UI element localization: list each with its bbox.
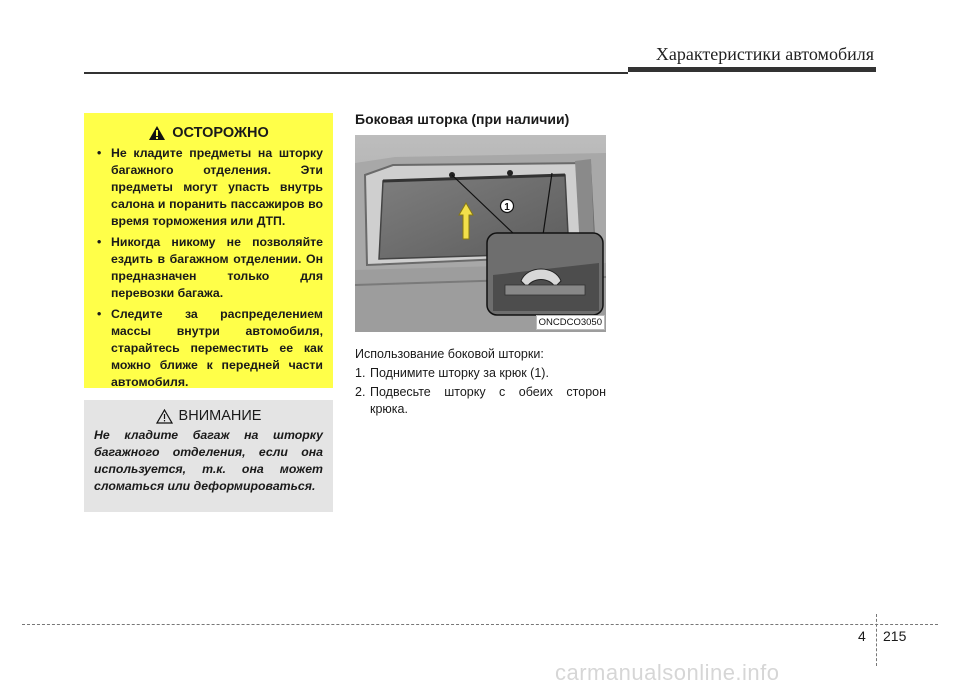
chapter-number: 4: [858, 628, 866, 644]
warning-triangle-icon: [148, 125, 166, 141]
caution-title: ВНИМАНИЕ: [178, 408, 262, 424]
warning-item: • Следите за распределением массы внутри автомобиля, старайтесь переместить ее как можно ближе к передней части автомобиля.: [94, 306, 323, 391]
warning-heading: [94, 125, 323, 141]
instruction-step: [355, 384, 606, 418]
warning-item: • Не кладите предметы на шторку багажного отделения. Эти предметы могут упасть внутрь салона и поранить пассажиров во время торможения или ДТП.: [94, 145, 323, 230]
header-rule-accent: [628, 67, 876, 72]
warning-list: [94, 145, 323, 391]
figure-code: ONCDCO3050: [536, 315, 605, 330]
caution-heading: [94, 408, 323, 424]
instruction-step: [355, 365, 606, 382]
step-number: 2.: [355, 385, 366, 399]
instructions-intro: Использование боковой шторки:: [355, 347, 544, 361]
caution-text: Не кладите багаж на шторку багажного отделения, если она используется, т.к. она может сломаться или деформироваться.: [94, 428, 323, 493]
caution-triangle-icon: [156, 409, 173, 424]
footer-rule: [22, 624, 938, 625]
rear-door-window-image: [355, 135, 606, 332]
warning-title: ОСТОРОЖНО: [172, 125, 269, 141]
watermark: carmanualsonline.info: [555, 660, 780, 685]
callout-number: 1: [504, 202, 510, 213]
running-header: Характеристики автомобиля: [655, 44, 874, 64]
warning-item: • Никогда никому не позволяйте ездить в багажном отделении. Он предназначен только для перевозки багажа.: [94, 234, 323, 302]
caution-box: [84, 400, 333, 512]
warning-box: [84, 113, 333, 388]
step-number: 1.: [355, 366, 366, 380]
step-text: Подвесьте шторку с обеих сторон крюка.: [370, 385, 606, 416]
header-rule: [84, 72, 628, 74]
instructions: [355, 346, 606, 418]
footer-divider: [876, 614, 877, 666]
sunshade-illustration: [355, 135, 606, 332]
page-number: 215: [883, 628, 907, 644]
step-text: Поднимите шторку за крюк (1).: [370, 366, 549, 380]
section-title: Боковая шторка (при наличии): [355, 111, 570, 127]
